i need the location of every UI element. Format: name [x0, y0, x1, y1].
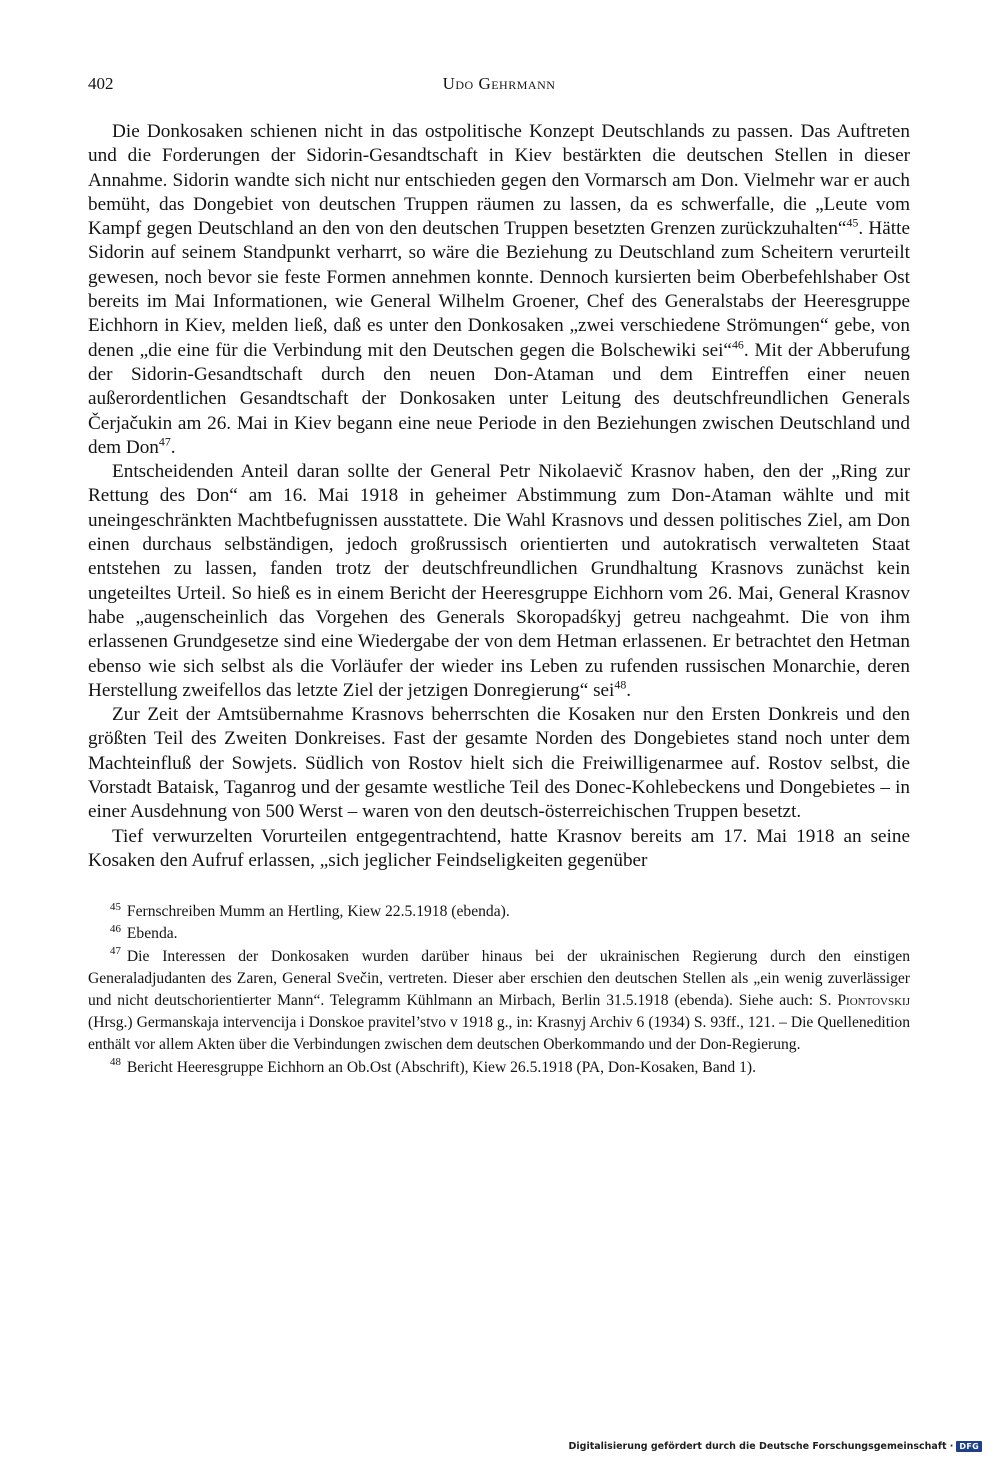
footnote-number: 45	[110, 901, 121, 914]
footnote-number: 46	[110, 923, 121, 936]
paragraph: Entscheidenden Anteil daran sollte der General Petr Nikolaevič Krasnov haben, den der „Ring zur Rettung des Don“ am 16. Mai 1918 in geheimer Abstimmung zum Don-Ataman wählte und mit uneingeschränkten Machtbefugnissen ausstattete. Die Wahl Krasnovs und dessen politisches Ziel, am Don einen durchaus selbständigen, jedoch großrussisch orientierten und autokratisch verwalteten Staat entstehen zu lassen, fanden trotz der deutschfreundlichen Grundhaltung Krasnovs zunächst kein ungeteiltes Urteil. So hieß es in einem Bericht der Heeresgruppe Eichhorn vom 26. Mai, General Krasnov habe „augenscheinlich das Vorgehen des Generals Skoropadśkyj getreu nachgeahmt. Die von ihm erlassenen Grundgesetze sind eine Wiedergabe der von dem Hetman erlassenen. Er betrachtet den Hetman ebenso wie sich selbst als die Vorläufer der wieder ins Leben zu rufenden russischen Monarchie, deren Herstellung zweifellos das letzte Ziel der jetzigen Donregierung“ sei$^{48}$.	[88, 461, 910, 701]
footnote-number: 47	[110, 945, 121, 958]
book-page	[88, 74, 910, 1079]
footnote-number: 48	[110, 1056, 121, 1069]
footnote-47: $^{47}$ Die Interessen der Donkosaken wurden darüber hinaus bei der ukrainischen Regierung durch den einstigen Generaladjudanten des Zaren, General Svečin, vertreten. Dieser aber erschien den deutschen Stellen als „ein wenig zuverlässiger und nicht deutschorientierter Mann“. Telegramm Kühlmann an Mirbach, Berlin 31.5.1918 (ebenda). Siehe auch: S. Piontovskij (Hrsg.) Germanskaja intervencija i Donskoe pravitel’stvo v 1918 g., in: Krasnyj Archiv 6 (1934) S. 93ff., 121. – Die Quellenedition enthält vor allem Akten über die Verbindungen zwischen dem deutschen Oberkommando und der Don-Regierung.	[88, 945, 910, 1054]
footnote-ref[interactable]: 47	[158, 434, 171, 449]
footnote-ref[interactable]: 45	[846, 215, 859, 230]
page-number: 402	[88, 74, 114, 93]
paragraph: Tief verwurzelten Vorurteilen entgegentrachtend, hatte Krasnov bereits am 17. Mai 1918 an seine Kosaken den Aufruf erlassen, „sich jeglicher Feindseligkeiten gegenüber	[88, 825, 910, 871]
dfg-logo: DFG	[956, 1441, 982, 1452]
footnote-45: $^{45}$ Fernschreiben Mumm an Hertling, Kiew 22.5.1918 (ebenda).	[110, 901, 510, 921]
footnote-48: $^{48}$ Bericht Heeresgruppe Eichhorn an Ob.Ost (Abschrift), Kiew 26.5.1918 (PA, Don-Kosaken, Band 1).	[110, 1056, 757, 1076]
body-text	[88, 120, 910, 873]
running-head: Udo Gehrmann	[442, 74, 556, 93]
footnotes	[88, 901, 910, 1079]
footnote-ref[interactable]: 46	[731, 337, 744, 352]
paragraph: Zur Zeit der Amtsübernahme Krasnovs beherrschten die Kosaken nur den Ersten Donkreis und den größten Teil des Zweiten Donkreises. Fast der gesamte Norden des Dongebietes stand noch unter dem Machteinfluß der Sowjets. Südlich von Rostov hielt sich die Freiwilligenarmee auf. Rostov selbst, die Vorstadt Bataisk, Taganrog und der gesamte westliche Teil des Donec-Kohlebeckens und Dongebietes – in einer Ausdehnung von 500 Werst – waren von den deutsch-österreichischen Truppen besetzt.	[88, 704, 910, 823]
funding-note: Digitalisierung gefördert durch die Deutsche Forschungsgemeinschaft ·	[568, 1441, 954, 1452]
footnote-ref[interactable]: 48	[614, 677, 627, 692]
page-header	[88, 74, 910, 102]
paragraph: Die Donkosaken schienen nicht in das ostpolitische Konzept Deutschlands zu passen. Das Auftreten und die Forderungen der Sidorin-Gesandtschaft in Kiev bestärkten die deutschen Stellen in dieser Annahme. Sidorin wandte sich nicht nur entschieden gegen den Vormarsch am Don. Vielmehr war er auch bemüht, das Dongebiet von deutschen Truppen räumen zu lassen, da es schwerfalle, die „Leute vom Kampf gegen Deutschland an den von den deutschen Truppen besetzten Grenzen zurückzuhalten“$^{45}$. Hätte Sidorin auf seinem Standpunkt verharrt, so wäre die Beziehung zu Deutschland zum Scheitern verurteilt gewesen, noch bevor sie feste Formen annehmen konnte. Dennoch kursierten beim Oberbefehlshaber Ost bereits im Mai Informationen, wie General Wilhelm Groener, Chef des Generalstabs der Heeresgruppe Eichhorn in Kiev, melden ließ, daß es unter den Donkosaken „zwei verschiedene Strömungen“ gebe, von denen „die eine für die Verbindung mit den Deutschen gegen die Bolschewiki sei“$^{46}$. Mit der Abberufung der Sidorin-Gesandtschaft durch den neuen Don-Ataman und dem Eintreffen einer neuen außerordentlichen Gesandtschaft der Donkosaken unter Leitung des deutschfreundlichen Generals Čerjačukin am 26. Mai in Kiev begann eine neue Periode in den Beziehungen zwischen Deutschland und dem Don$^{47}$.	[88, 121, 910, 458]
footnote-46: $^{46}$ Ebenda.	[110, 923, 178, 943]
author-name: Piontovskij	[837, 992, 910, 1010]
digitization-footer	[569, 1441, 982, 1452]
